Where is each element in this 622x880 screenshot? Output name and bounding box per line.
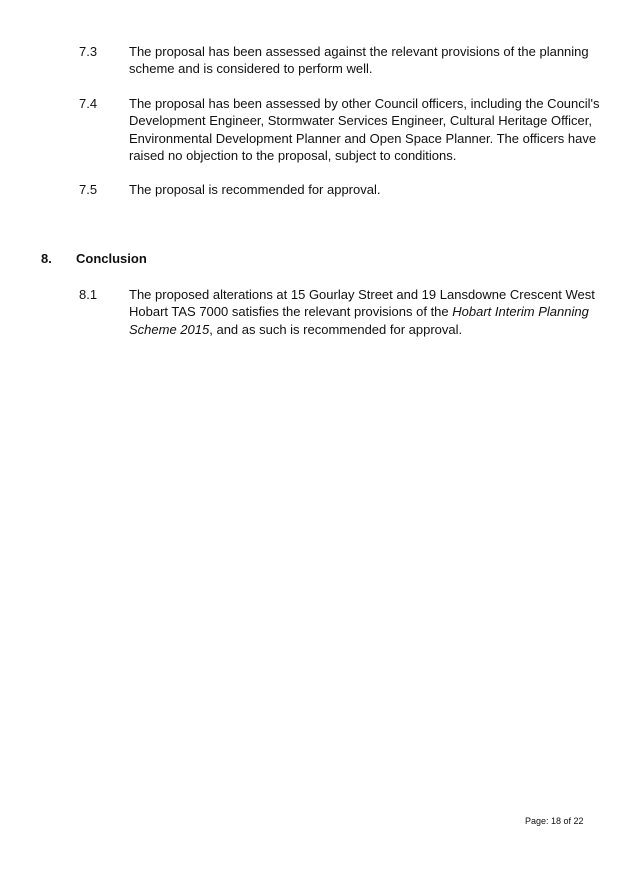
paragraph-number: 7.5 [79, 182, 98, 197]
text-line: scheme and is considered to perform well. [129, 61, 373, 77]
section-title: Conclusion [76, 251, 147, 266]
text-line: The proposal has been assessed against the relevant provisions of the planning [129, 44, 589, 59]
text-line: Environmental Development Planner and Open Space Planner. The officers have [129, 130, 597, 146]
paragraph-text [129, 43, 589, 78]
section-number: 8. [41, 251, 52, 266]
text-line: Development Engineer, Stormwater Services Engineer, Cultural Heritage Officer, [129, 113, 592, 129]
paragraph-number: 8.1 [79, 287, 98, 302]
text-line: The proposal has been assessed by other Council officers, including the Council's [129, 96, 600, 111]
paragraph-text [129, 95, 600, 164]
paragraph-number: 7.4 [79, 96, 98, 111]
paragraph-text [129, 286, 595, 338]
scheme-title-italic: Hobart Interim Planning [452, 304, 589, 320]
text-run: Hobart TAS 7000 satisfies the relevant provisions of the [129, 304, 453, 320]
text-line: raised no objection to the proposal, subject to conditions. [129, 147, 457, 163]
text-line: The proposal is recommended for approval. [129, 182, 381, 197]
scheme-title-italic: Scheme 2015 [129, 321, 210, 337]
text-line [129, 321, 581, 338]
page-number: Page: 18 of 22 [525, 816, 584, 826]
paragraph-number: 7.3 [79, 44, 98, 59]
text-line: The proposed alterations at 15 Gourlay Street and 19 Lansdowne Crescent West [129, 287, 595, 302]
paragraph-text [129, 181, 581, 198]
text-run: , and as such is recommended for approval. [209, 321, 463, 337]
text-line [129, 303, 589, 320]
